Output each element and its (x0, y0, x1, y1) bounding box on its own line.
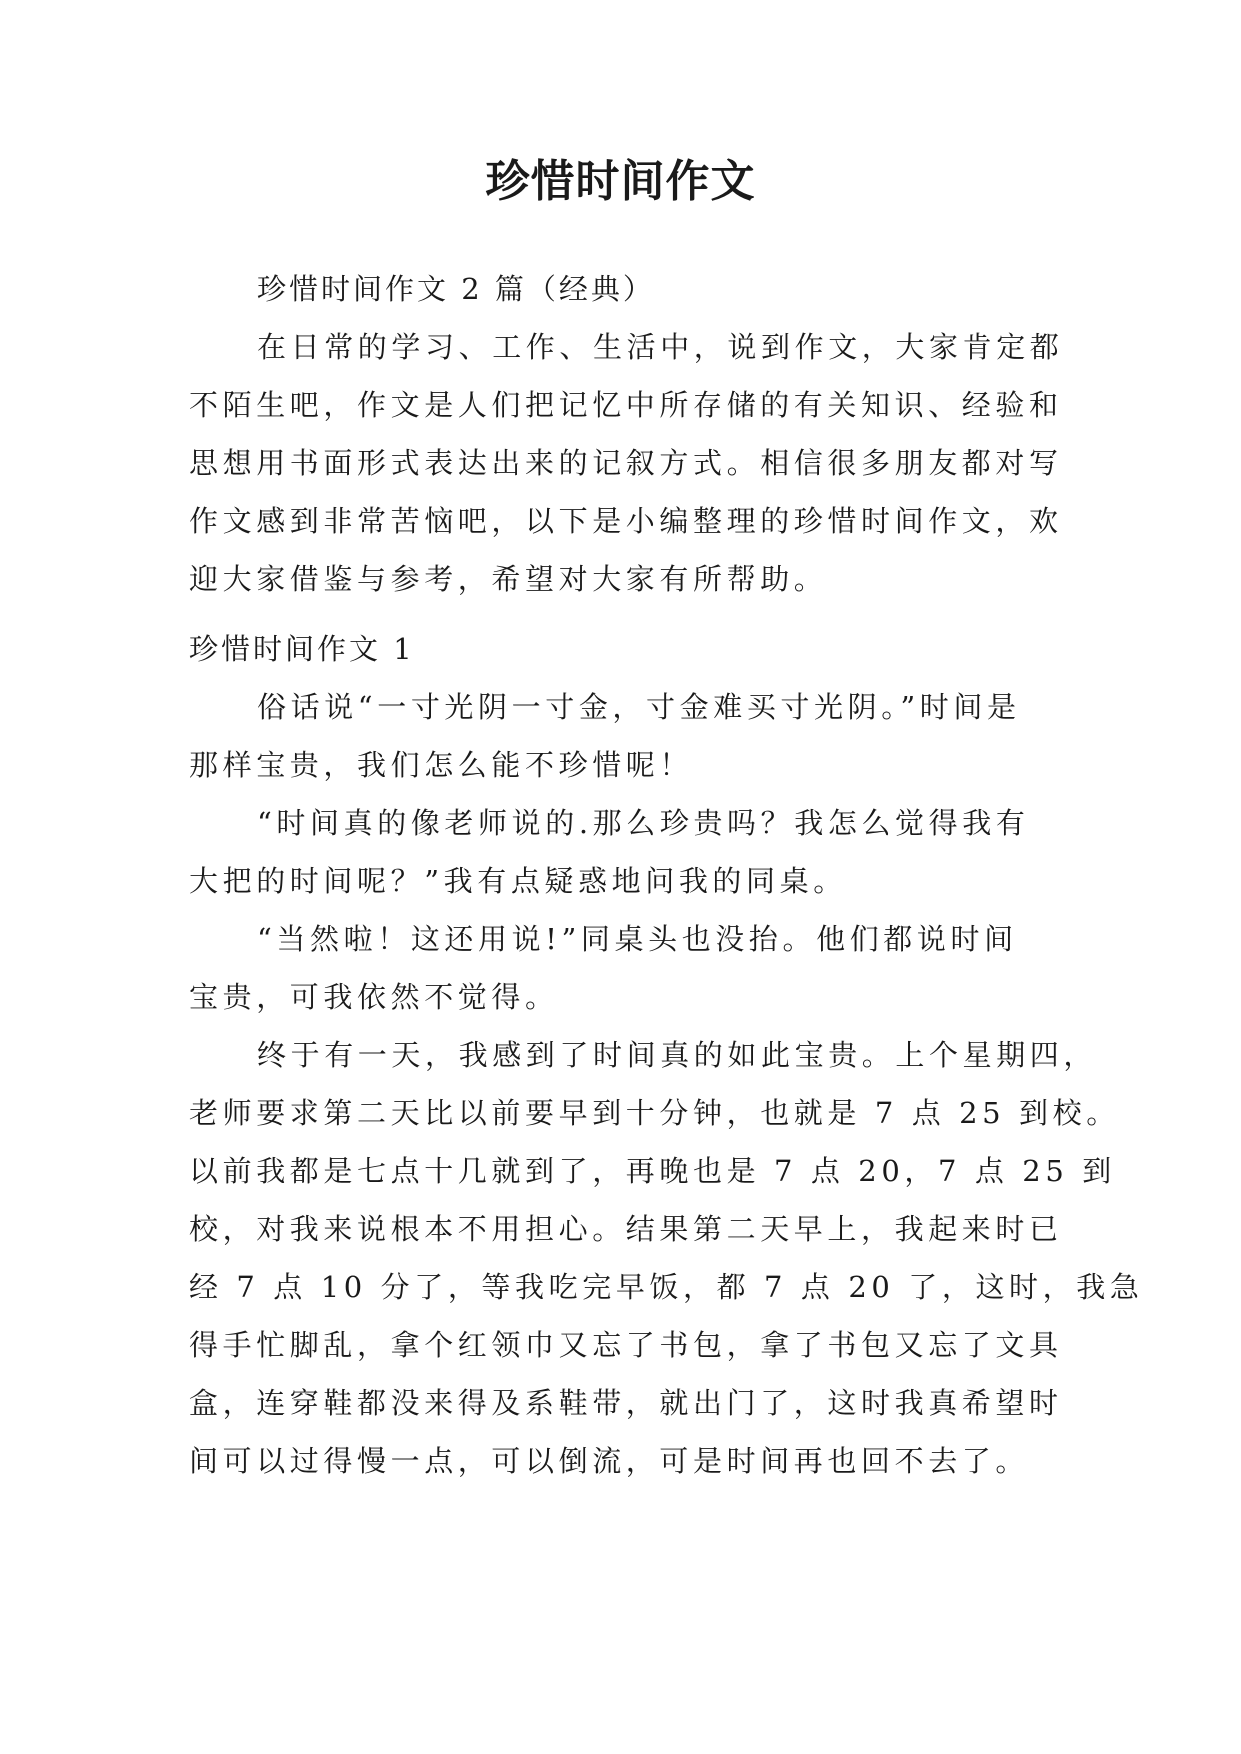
para4-line-7: 盒，连穿鞋都没来得及系鞋带，就出门了，这时我真希望时 (189, 1386, 1063, 1420)
para2-line-1: “时间真的像老师说的.那么珍贵吗？我怎么觉得我有 (257, 806, 1030, 840)
intro-line-2: 不陌生吧，作文是人们把记忆中所存储的有关知识、经验和 (189, 388, 1063, 422)
document-title: 珍惜时间作文 (485, 156, 756, 207)
para4-line-2: 老师要求第二天比以前要早到十分钟，也就是 7 点 25 到校。 (189, 1096, 1120, 1130)
intro-line-4: 作文感到非常苦恼吧，以下是小编整理的珍惜时间作文，欢 (189, 504, 1063, 538)
intro-line-1: 在日常的学习、工作、生活中，说到作文，大家肯定都 (257, 330, 1064, 364)
para1-line-1: 俗话说“一寸光阴一寸金，寸金难买寸光阴。”时间是 (257, 690, 1021, 724)
para3-line-1: “当然啦！这还用说!”同桌头也没抬。他们都说时间 (257, 922, 1018, 956)
subtitle: 珍惜时间作文 2 篇（经典） (257, 272, 655, 306)
intro-line-5: 迎大家借鉴与参考，希望对大家有所帮助。 (189, 562, 828, 596)
intro-line-3: 思想用书面形式表达出来的记叙方式。相信很多朋友都对写 (189, 446, 1063, 480)
para4-line-3: 以前我都是七点十几就到了，再晚也是 7 点 20，7 点 25 到 (189, 1154, 1116, 1188)
para4-line-4: 校，对我来说根本不用担心。结果第二天早上，我起来时已 (189, 1212, 1063, 1246)
para4-line-6: 得手忙脚乱，拿个红领巾又忘了书包，拿了书包又忘了文具 (189, 1328, 1063, 1362)
intro-block (189, 260, 1069, 608)
para4-line-8: 间可以过得慢一点，可以倒流，可是时间再也回不去了。 (189, 1444, 1030, 1478)
para1-line-2: 那样宝贵，我们怎么能不珍惜呢！ (189, 748, 694, 782)
para3-line-2: 宝贵，可我依然不觉得。 (189, 980, 559, 1014)
para2-line-2: 大把的时间呢？”我有点疑惑地问我的同桌。 (189, 864, 847, 898)
essay-block (189, 620, 1144, 1490)
para4-line-5: 经 7 点 10 分了，等我吃完早饭，都 7 点 20 了，这时，我急 (189, 1270, 1144, 1304)
section-heading: 珍惜时间作文 1 (189, 632, 415, 666)
para4-line-1: 终于有一天，我感到了时间真的如此宝贵。上个星期四， (257, 1038, 1098, 1072)
